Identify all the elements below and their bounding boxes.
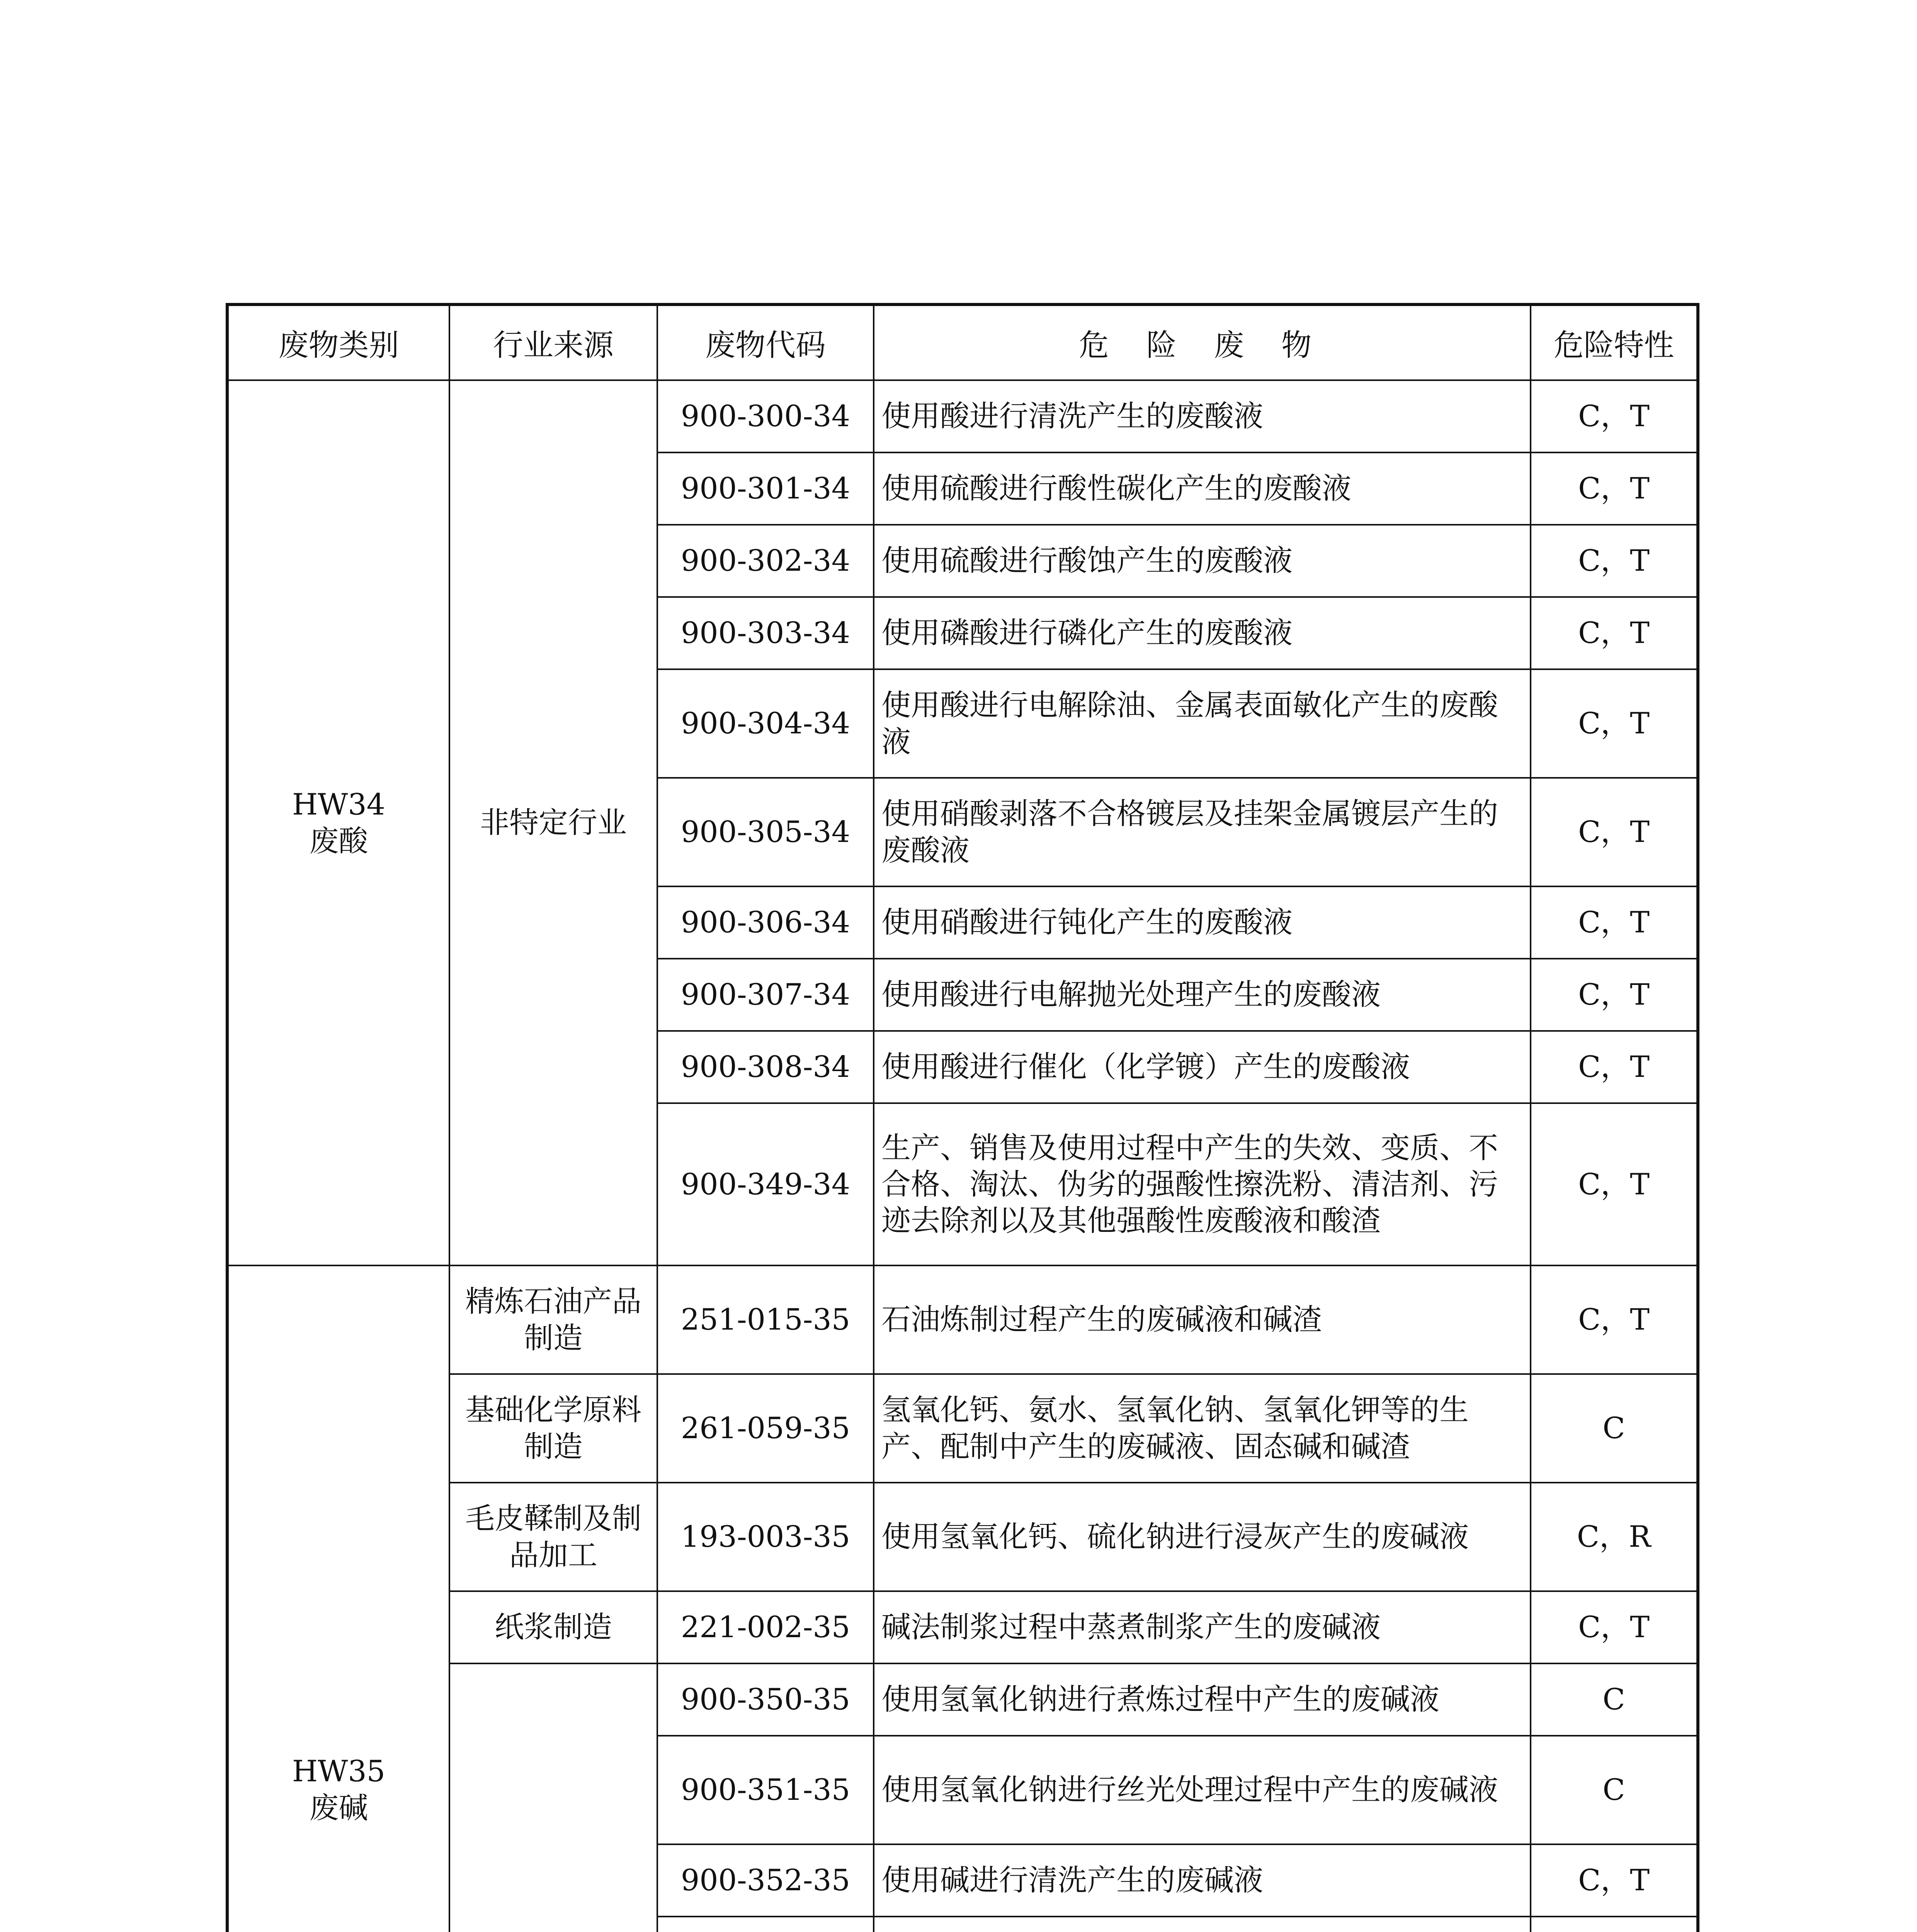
waste-code: 900-306-34 [657, 886, 874, 959]
waste-description: 使用氢氧化钠进行煮炼过程中产生的废碱液 [874, 1663, 1531, 1736]
waste-description: 使用酸进行催化（化学镀）产生的废酸液 [874, 1031, 1531, 1103]
header-waste: 危 险 废 物 [874, 304, 1531, 380]
waste-code: 900-301-34 [657, 452, 874, 525]
waste-code: 900-350-35 [657, 1663, 874, 1736]
hazard-characteristic: C，T [1531, 1591, 1698, 1663]
header-category: 废物类别 [227, 304, 449, 380]
hazard-characteristic: C [1531, 1736, 1698, 1844]
waste-description: 使用硫酸进行酸蚀产生的废酸液 [874, 525, 1531, 597]
waste-description: 氢氧化钙、氨水、氢氧化钠、氢氧化钾等的生产、配制中产生的废碱液、固态碱和碱渣 [874, 1374, 1531, 1483]
waste-description: 石油炼制过程产生的废碱液和碱渣 [874, 1265, 1531, 1374]
header-source: 行业来源 [449, 304, 657, 380]
hazard-characteristic: C，T [1531, 1103, 1698, 1265]
waste-code: 221-002-35 [657, 1591, 874, 1663]
waste-description: 使用酸进行清洗产生的废酸液 [874, 380, 1531, 452]
waste-code: 251-015-35 [657, 1265, 874, 1374]
hazardous-waste-table [226, 303, 1699, 1932]
waste-description: 使用氢氧化钙、硫化钠进行浸灰产生的废碱液 [874, 1483, 1531, 1591]
category-code: HW35 [292, 1754, 386, 1789]
waste-code: 900-352-35 [657, 1844, 874, 1917]
category-cell-hw35 [227, 1265, 449, 1932]
hazard-characteristic: C，T [1531, 380, 1698, 452]
hazard-characteristic: C，T [1531, 669, 1698, 778]
waste-description: 使用硫酸进行酸性碳化产生的废酸液 [874, 452, 1531, 525]
hazard-characteristic: C [1531, 1374, 1698, 1483]
hazard-characteristic: C，T [1531, 1265, 1698, 1374]
waste-description: 使用酸进行电解抛光处理产生的废酸液 [874, 959, 1531, 1031]
category-cell-hw34 [227, 380, 449, 1265]
table-row [227, 380, 1698, 452]
source-cell: 纸浆制造 [449, 1591, 657, 1663]
hazard-characteristic: C，R [1531, 1483, 1698, 1591]
waste-code: 900-351-35 [657, 1736, 874, 1844]
waste-description: 使用碱进行清洗产生的废碱液 [874, 1844, 1531, 1917]
waste-description [874, 1917, 1531, 1932]
table-row [227, 1265, 1698, 1374]
category-name: 废碱 [309, 1790, 368, 1825]
waste-description: 生产、销售及使用过程中产生的失效、变质、不合格、淘汰、伪劣的强酸性擦洗粉、清洁剂、污迹去除剂以及其他强酸性废酸液和酸渣 [874, 1103, 1531, 1265]
source-cell: 精炼石油产品制造 [449, 1265, 657, 1374]
category-name: 废酸 [309, 823, 368, 858]
waste-description: 使用磷酸进行磷化产生的废酸液 [874, 597, 1531, 669]
waste-code: 900-349-34 [657, 1103, 874, 1265]
hazard-characteristic: C，T [1531, 886, 1698, 959]
header-characteristic: 危险特性 [1531, 304, 1698, 380]
waste-code: 900-307-34 [657, 959, 874, 1031]
waste-description: 碱法制浆过程中蒸煮制浆产生的废碱液 [874, 1591, 1531, 1663]
table-header-row [227, 304, 1698, 380]
hazard-characteristic: C，T [1531, 1031, 1698, 1103]
waste-code: 261-059-35 [657, 1374, 874, 1483]
source-cell: 毛皮鞣制及制品加工 [449, 1483, 657, 1591]
source-cell: 非特定行业 [449, 380, 657, 1265]
waste-description: 使用硝酸进行钝化产生的废酸液 [874, 886, 1531, 959]
waste-code [657, 1917, 874, 1932]
waste-code: 900-304-34 [657, 669, 874, 778]
header-code: 废物代码 [657, 304, 874, 380]
hazard-characteristic: C，T [1531, 1844, 1698, 1917]
waste-description: 使用酸进行电解除油、金属表面敏化产生的废酸液 [874, 669, 1531, 778]
hazard-characteristic: C，T [1531, 959, 1698, 1031]
waste-code: 900-303-34 [657, 597, 874, 669]
source-cell [449, 1663, 657, 1932]
hazard-characteristic: C [1531, 1663, 1698, 1736]
waste-code: 900-300-34 [657, 380, 874, 452]
waste-code: 900-302-34 [657, 525, 874, 597]
waste-description: 使用氢氧化钠进行丝光处理过程中产生的废碱液 [874, 1736, 1531, 1844]
waste-description: 使用硝酸剥落不合格镀层及挂架金属镀层产生的废酸液 [874, 778, 1531, 886]
hazard-characteristic: C，T [1531, 525, 1698, 597]
waste-code: 900-305-34 [657, 778, 874, 886]
hazard-characteristic [1531, 1917, 1698, 1932]
hazard-characteristic: C，T [1531, 778, 1698, 886]
category-code: HW34 [292, 787, 386, 822]
waste-code: 900-308-34 [657, 1031, 874, 1103]
waste-code: 193-003-35 [657, 1483, 874, 1591]
hazard-characteristic: C，T [1531, 452, 1698, 525]
source-cell: 基础化学原料制造 [449, 1374, 657, 1483]
hazard-characteristic: C，T [1531, 597, 1698, 669]
